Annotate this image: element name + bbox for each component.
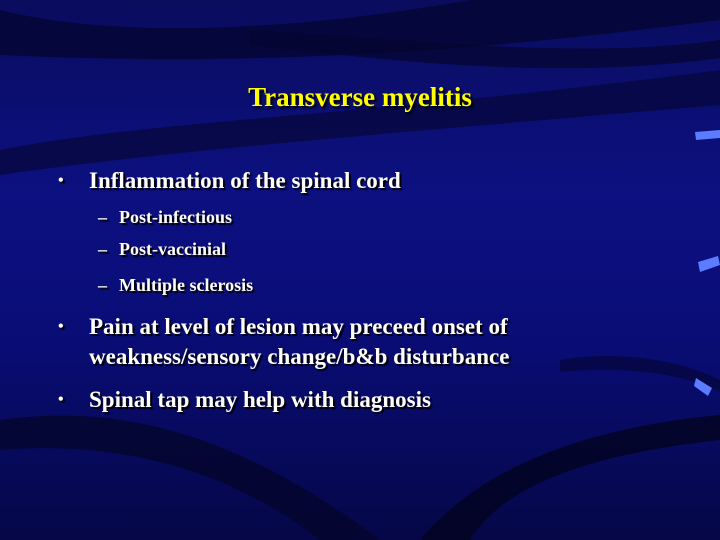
swoosh-band bbox=[0, 416, 380, 540]
bullet-item bbox=[58, 385, 658, 415]
swoosh-band bbox=[420, 415, 720, 540]
sub-bullet-item bbox=[98, 237, 658, 261]
bullet-text: Spinal tap may help with diagnosis bbox=[89, 387, 431, 412]
sub-bullet-item bbox=[98, 205, 658, 229]
sub-bullet-item bbox=[98, 273, 658, 297]
sub-bullet-marker: – bbox=[98, 207, 107, 227]
accent-dash bbox=[695, 130, 720, 140]
sub-bullet-text: Post-infectious bbox=[119, 207, 232, 227]
sub-bullet-text: Post-vaccinial bbox=[119, 239, 226, 259]
sub-bullet-marker: – bbox=[98, 239, 107, 259]
slide-title: Transverse myelitis bbox=[248, 82, 472, 112]
bullet-item bbox=[58, 166, 658, 196]
bullet-item bbox=[58, 312, 658, 372]
bullet-text: Pain at level of lesion may preceed onset of weakness/sensory change/b&b disturbance bbox=[89, 314, 510, 369]
bullet-marker: • bbox=[58, 318, 64, 335]
sub-bullet-text: Multiple sclerosis bbox=[119, 275, 254, 295]
accent-dash bbox=[698, 256, 720, 272]
sub-bullet-marker: – bbox=[98, 275, 107, 295]
bullet-marker: • bbox=[58, 391, 64, 408]
bullet-text: Inflammation of the spinal cord bbox=[89, 168, 401, 193]
bullet-marker: • bbox=[58, 172, 64, 189]
